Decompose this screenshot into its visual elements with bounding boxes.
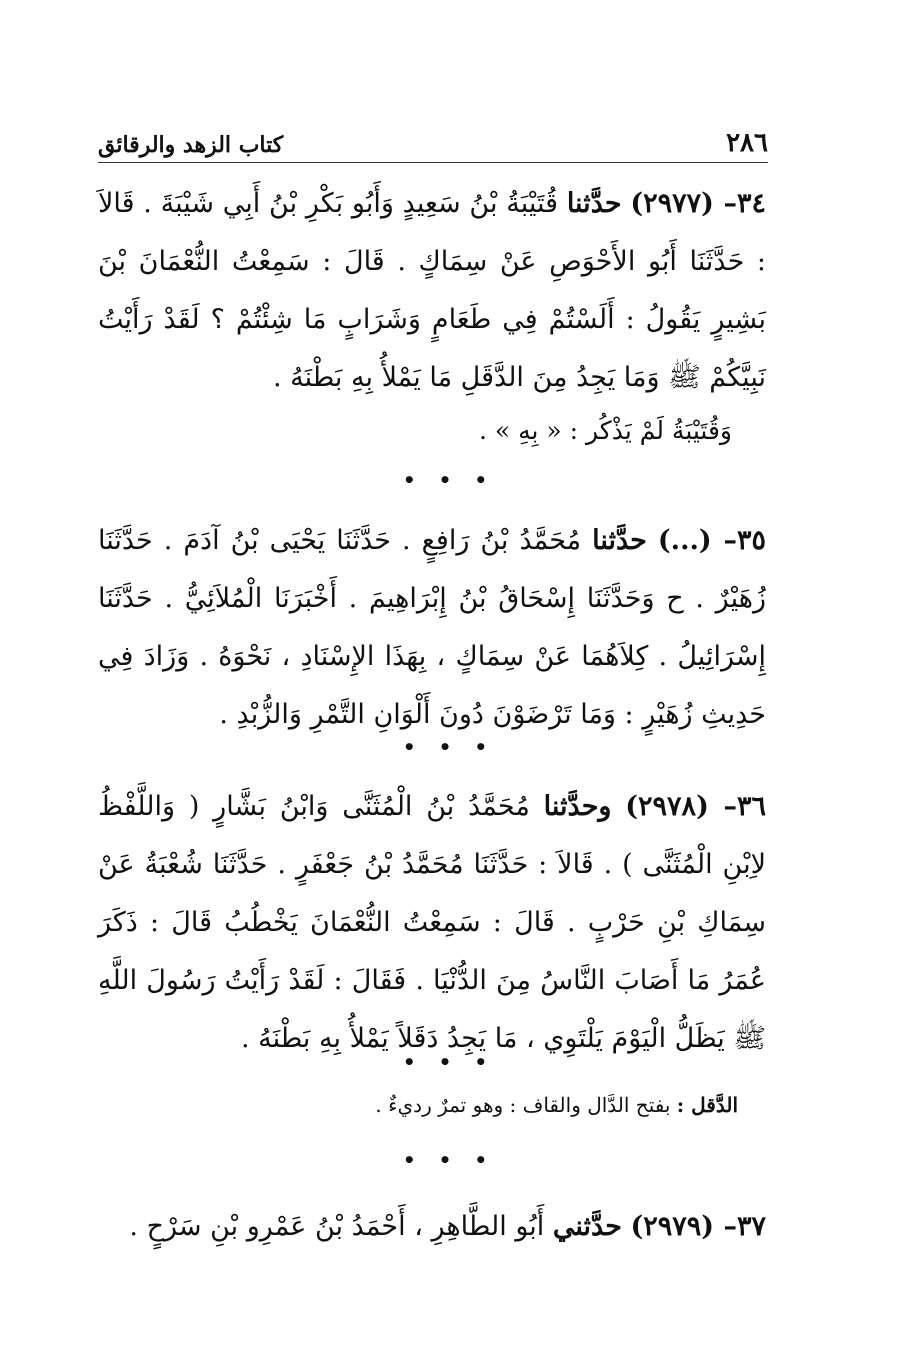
hadith-number: ٣٦– (٢٩٧٨) [625,791,766,822]
hadith-number: ٣٥– (...) [657,525,766,556]
hadith-34-remark [98,402,766,460]
footnote [200,1090,738,1120]
hadith-35 [98,512,766,744]
page-header [98,118,768,163]
section-separator: • • • [402,468,496,492]
hadith-34 [98,175,766,407]
hadith-lead: حدَّثني [552,1211,622,1242]
hadith-37 [98,1198,766,1256]
section-separator: • • • [402,1148,496,1172]
hadith-lead: حدَّثنا [566,188,622,219]
hadith-text: مُحَمَّدُ بْنُ الْمُثَنَّى وَابْنُ بَشَّارٍ ( وَاللَّفْظُ لاِبْنِ الْمُثَنَّى ) . قَالاَ : حَدَّثَنَا مُحَمَّدُ بْنُ جَعْفَرٍ . حَدَّثَنَا شُعْبَةُ عَنْ سِمَاكِ بْنِ حَرْبٍ . قَالَ : سَمِعْتُ النُّعْمَانَ يَخْطُبُ قَالَ : ذَكَرَ عُمَرُ مَا أَصَابَ النَّاسُ مِنَ الدُّنْيَا . فَقَالَ : لَقَدْ رَأَيْتُ رَسُولَ اللَّهِ ﷺ يَظَلُّ الْيَوْمَ يَلْتَوِي ، مَا يَجِدُ دَقَلاً يَمْلأُ بِهِ بَطْنَهُ . [98,791,766,1054]
footnote-term: الدَّقل : [676,1093,738,1117]
hadith-text: أَبُو الطَّاهِرِ ، أَحْمَدُ بْنُ عَمْرِو بْنِ سَرْحٍ . [129,1211,545,1242]
footnote-text: بفتح الدَّال والقاف : وهو تمرٌ رديءٌ . [375,1093,671,1117]
hadith-text: قُتَيْبَةُ بْنُ سَعِيدٍ وَأَبُو بَكْرِ بْنُ أَبِي شَيْبَةَ . قَالاَ : حَدَّثَنَا أَبُو الأَحْوَصِ عَنْ سِمَاكٍ . قَالَ : سَمِعْتُ النُّعْمَانَ بْنَ بَشِيرٍ يَقُولُ : أَلَسْتُمْ فِي طَعَامٍ وَشَرَابٍ مَا شِئْتُمْ ؟ لَقَدْ رَأَيْتُ نَبِيَّكُمْ ﷺ وَمَا يَجِدُ مِنَ الدَّقَلِ مَا يَمْلأُ بِهِ بَطْنَهُ . [98,188,766,393]
hadith-36 [98,778,766,1068]
hadith-number: ٣٤– (٢٩٧٧) [630,188,766,219]
hadith-lead: حدَّثنا [592,525,647,556]
section-separator: • • • [402,735,496,759]
hadith-number: ٣٧– (٢٩٧٩) [630,1211,766,1242]
section-separator: • • • [402,1050,496,1074]
hadith-text: مُحَمَّدُ بْنُ رَافِعٍ . حَدَّثَنَا يَحْيَى بْنُ آدَمَ . حَدَّثَنَا زُهَيْرٌ . ح وَحَدَّثَنَا إِسْحَاقُ بْنُ إِبْرَاهِيمَ . أَخْبَرَنَا الْمُلاَئِيُّ . حَدَّثَنَا إِسْرَائِيلُ . كِلاَهُمَا عَنْ سِمَاكٍ ، بِهَذَا الإِسْنَادِ ، نَحْوَهُ . وَزَادَ فِي حَدِيثِ زُهَيْرٍ : وَمَا تَرْضَوْنَ دُونَ أَلْوَانِ التَّمْرِ وَالزُّبْدِ . [98,525,766,730]
hadith-lead: وحدَّثنا [543,791,612,822]
book-title: كتاب الزهد والرقائق [98,132,284,158]
hadith-remark: وَقُتَيْبَةُ لَمْ يَذْكُر : « بِهِ » . [478,416,732,445]
page-number: ٢٨٦ [726,128,768,158]
